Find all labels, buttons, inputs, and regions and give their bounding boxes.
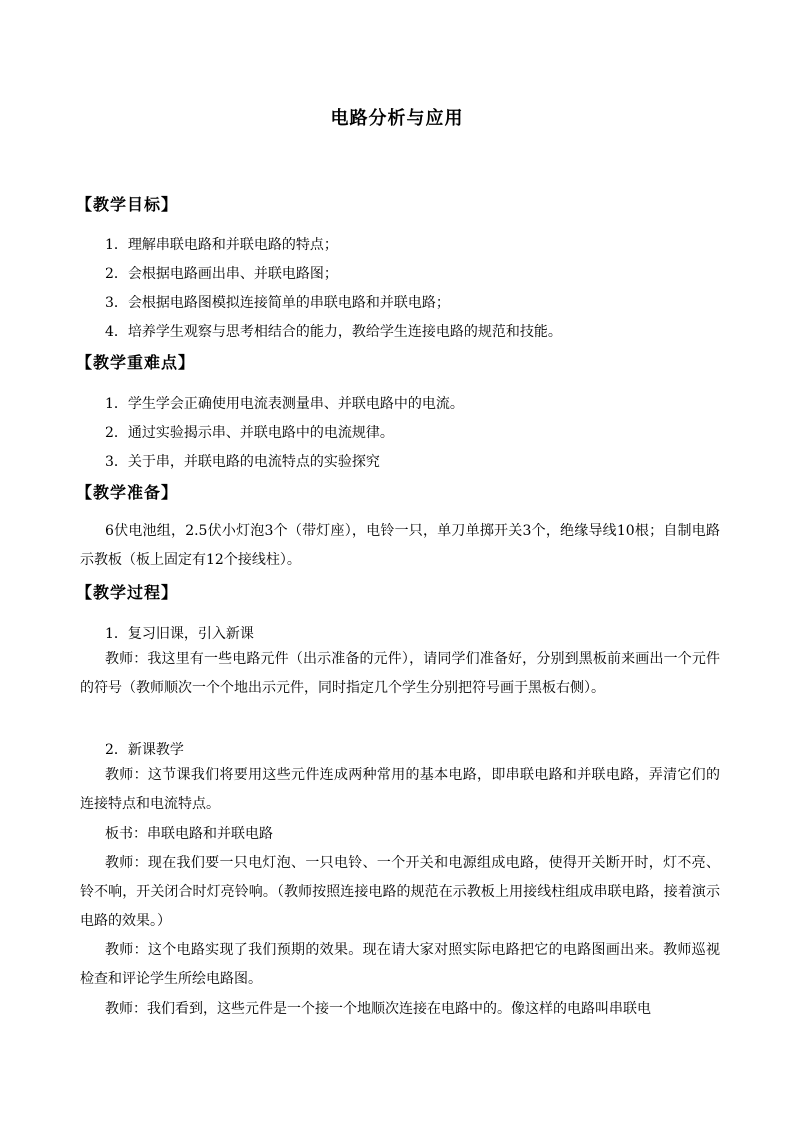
process-heading: 【教学过程】 xyxy=(76,583,179,602)
objective-item-3: 3．会根据电路图模拟连接简单的串联电路和并联电路； xyxy=(105,295,450,311)
key-point-item-1: 1．学生学会正确使用电流表测量串、并联电路中的电流。 xyxy=(105,396,464,412)
process-paragraph-1: 教师：我这里有一些电路元件（出示准备的元件），请同学们准备好，分别到黑板前来画出一个元件的符号（教师顺次一个个地出示元件，同时指定几个学生分别把符号画于黑板右侧）。 xyxy=(80,651,720,696)
objective-item-4: 4．培养学生观察与思考相结合的能力，教给学生连接电路的规范和技能。 xyxy=(105,324,562,340)
process-paragraph-5: 教师：这个电路实现了我们预期的效果。现在请大家对照实际电路把它的电路图画出来。教师巡视检查和评论学生所绘电路图。 xyxy=(80,942,720,987)
key-point-item-2: 2．通过实验揭示串、并联电路中的电流规律。 xyxy=(105,425,394,441)
preparation-text: 6伏电池组，2.5伏小灯泡3个（带灯座），电铃一只，单刀单掷开关3个，绝缘导线10根；自制电路示教板（板上固定有12个接线柱）。 xyxy=(80,523,720,568)
key-points-heading: 【教学重难点】 xyxy=(76,353,196,372)
document-title: 电路分析与应用 xyxy=(330,108,464,129)
key-point-item-3: 3．关于串，并联电路的电流特点的实验探究 xyxy=(105,454,380,470)
process-paragraph-4: 教师：现在我们要一只电灯泡、一只电铃、一个开关和电源组成电路，使得开关断开时，灯不亮、铃不响，开关闭合时灯亮铃响。（教师按照连接电路的规范在示教板上用接线柱组成串联电路，接着演示电路的效果。） xyxy=(80,855,720,929)
objective-item-1: 1．理解串联电路和并联电路的特点； xyxy=(105,237,338,253)
process-paragraph-3: 板书：串联电路和并联电路 xyxy=(105,826,273,842)
process-paragraph-6: 教师：我们看到，这些元件是一个接一个地顺次连接在电路中的。像这样的电路叫串联电 xyxy=(105,1001,651,1017)
process-paragraph-2: 教师：这节课我们将要用这些元件连成两种常用的基本电路，即串联电路和并联电路，弄清它们的连接特点和电流特点。 xyxy=(80,767,720,812)
process-step-1: 1．复习旧课，引入新课 xyxy=(105,626,254,642)
objectives-heading: 【教学目标】 xyxy=(76,195,179,214)
objective-item-2: 2．会根据电路画出串、并联电路图； xyxy=(105,266,338,282)
process-step-2: 2．新课教学 xyxy=(105,742,184,758)
preparation-heading: 【教学准备】 xyxy=(76,483,179,502)
